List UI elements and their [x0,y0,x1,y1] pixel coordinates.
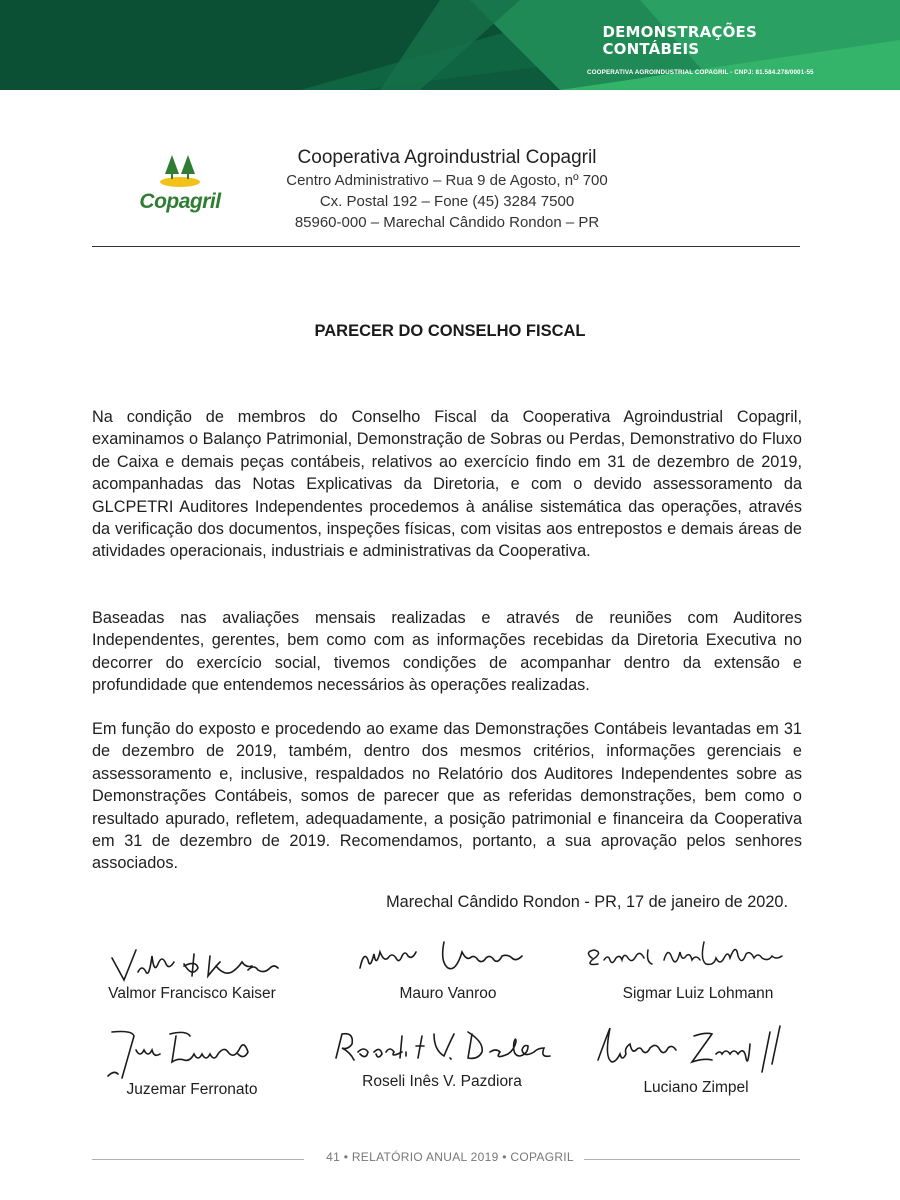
handwritten-signature [82,1022,302,1080]
organization-block [262,146,632,233]
paragraph-1: Na condição de membros do Conselho Fiscal da Cooperativa Agroindustrial Copagril, examinamos o Balanço Patrimonial, Demonstração de Sobras ou Perdas, Demonstrativo do Fluxo de Caixa e demais peças contábeis, relativos ao exercício findo em 31 de dezembro de 2019, acompanhadas das Notas Explicativas da Diretoria, e com o devido assessoramento da GLCPETRI Auditores Independentes procedemos à análise sistemática das operações, através da verificação dos documentos, inspeções físicas, com visitas aos entrepostos e demais áreas de atividades operacionais, industriais e administrativas da Cooperativa. [92,408,802,561]
handwritten-signature [576,1018,816,1078]
tree-sun-icon [130,152,230,192]
signature-block [322,1022,562,1092]
signature-block [576,1018,816,1098]
footer-separator: • [502,1150,507,1164]
paragraph-2: Baseadas nas avaliações mensais realizadas e através de reuniões com Auditores Independentes, gerentes, bem como com as informações recebidas da Diretoria Executiva no decorrer do exercício social, tivemos condições de acompanhar dentro da extensão e profundidade que entendemos necessários às operações realizadas. [92,609,802,695]
company-name: COPAGRIL [510,1150,574,1164]
place-date: Marechal Cândido Rondon - PR, 17 de janeiro de 2020. [386,893,788,911]
org-address-line3: 85960-000 – Marechal Cândido Rondon – PR [294,214,600,231]
copagril-logo [130,152,230,218]
footer-text [0,1150,900,1164]
handwritten-signature [322,1022,562,1072]
signatory-name: Mauro Vanroo [399,985,497,1002]
report-name: RELATÓRIO ANUAL 2019 [351,1150,499,1164]
footer-separator: • [343,1150,349,1164]
signature-block [72,1022,312,1100]
banner-title-line2: CONTÁBEIS [602,40,700,58]
signature-block [578,930,818,1004]
paragraph-3: Em função do exposto e procedendo ao exame das Demonstrações Contábeis levantadas em 31 de dezembro de 2019, também, dentro dos mesmos critérios, informações gerenciais e assessoramento e, inclusive, respaldados no Relatório dos Auditores Independentes sobre as Demonstrações Contábeis, somos de parecer que as referidas demonstrações, bem como o resultado apurado, refletem, adequadamente, a posição patrimonial e financeira da Cooperativa em 31 de dezembro de 2019. Recomendamos, portanto, a sua aprovação pelos senhores associados. [92,720,802,873]
signature-block [328,928,568,1004]
banner-title [602,24,757,58]
banner-title-line1: DEMONSTRAÇÕES [602,23,757,41]
signatory-name: Sigmar Luiz Lohmann [622,985,774,1002]
handwritten-signature [578,930,818,984]
org-address-line2: Cx. Postal 192 – Fone (45) 3284 7500 [319,193,575,210]
signatory-name: Roseli Inês V. Pazdiora [362,1073,522,1090]
header-banner [0,0,900,90]
banner-subtitle: COOPERATIVA AGROINDUSTRIAL COPAGRIL - CNPJ: 81.584.278/0001-55 [587,69,814,76]
handwritten-signature [338,928,558,984]
signature-block [72,936,312,1004]
org-name: Cooperativa Agroindustrial Copagril [297,147,597,168]
page-footer [0,1150,900,1170]
logo-wordmark: Copagril [139,190,221,213]
banner-graphic [0,0,900,90]
letterhead-divider [92,246,800,247]
handwritten-signature [92,936,292,984]
signatory-name: Juzemar Ferronato [126,1081,258,1098]
document-title: PARECER DO CONSELHO FISCAL [314,322,586,340]
org-address-line1: Centro Administrativo – Rua 9 de Agosto, nº 700 [286,172,608,189]
signatory-name: Luciano Zimpel [643,1079,749,1096]
page-number: 41 [326,1150,341,1164]
signatory-name: Valmor Francisco Kaiser [108,985,276,1002]
